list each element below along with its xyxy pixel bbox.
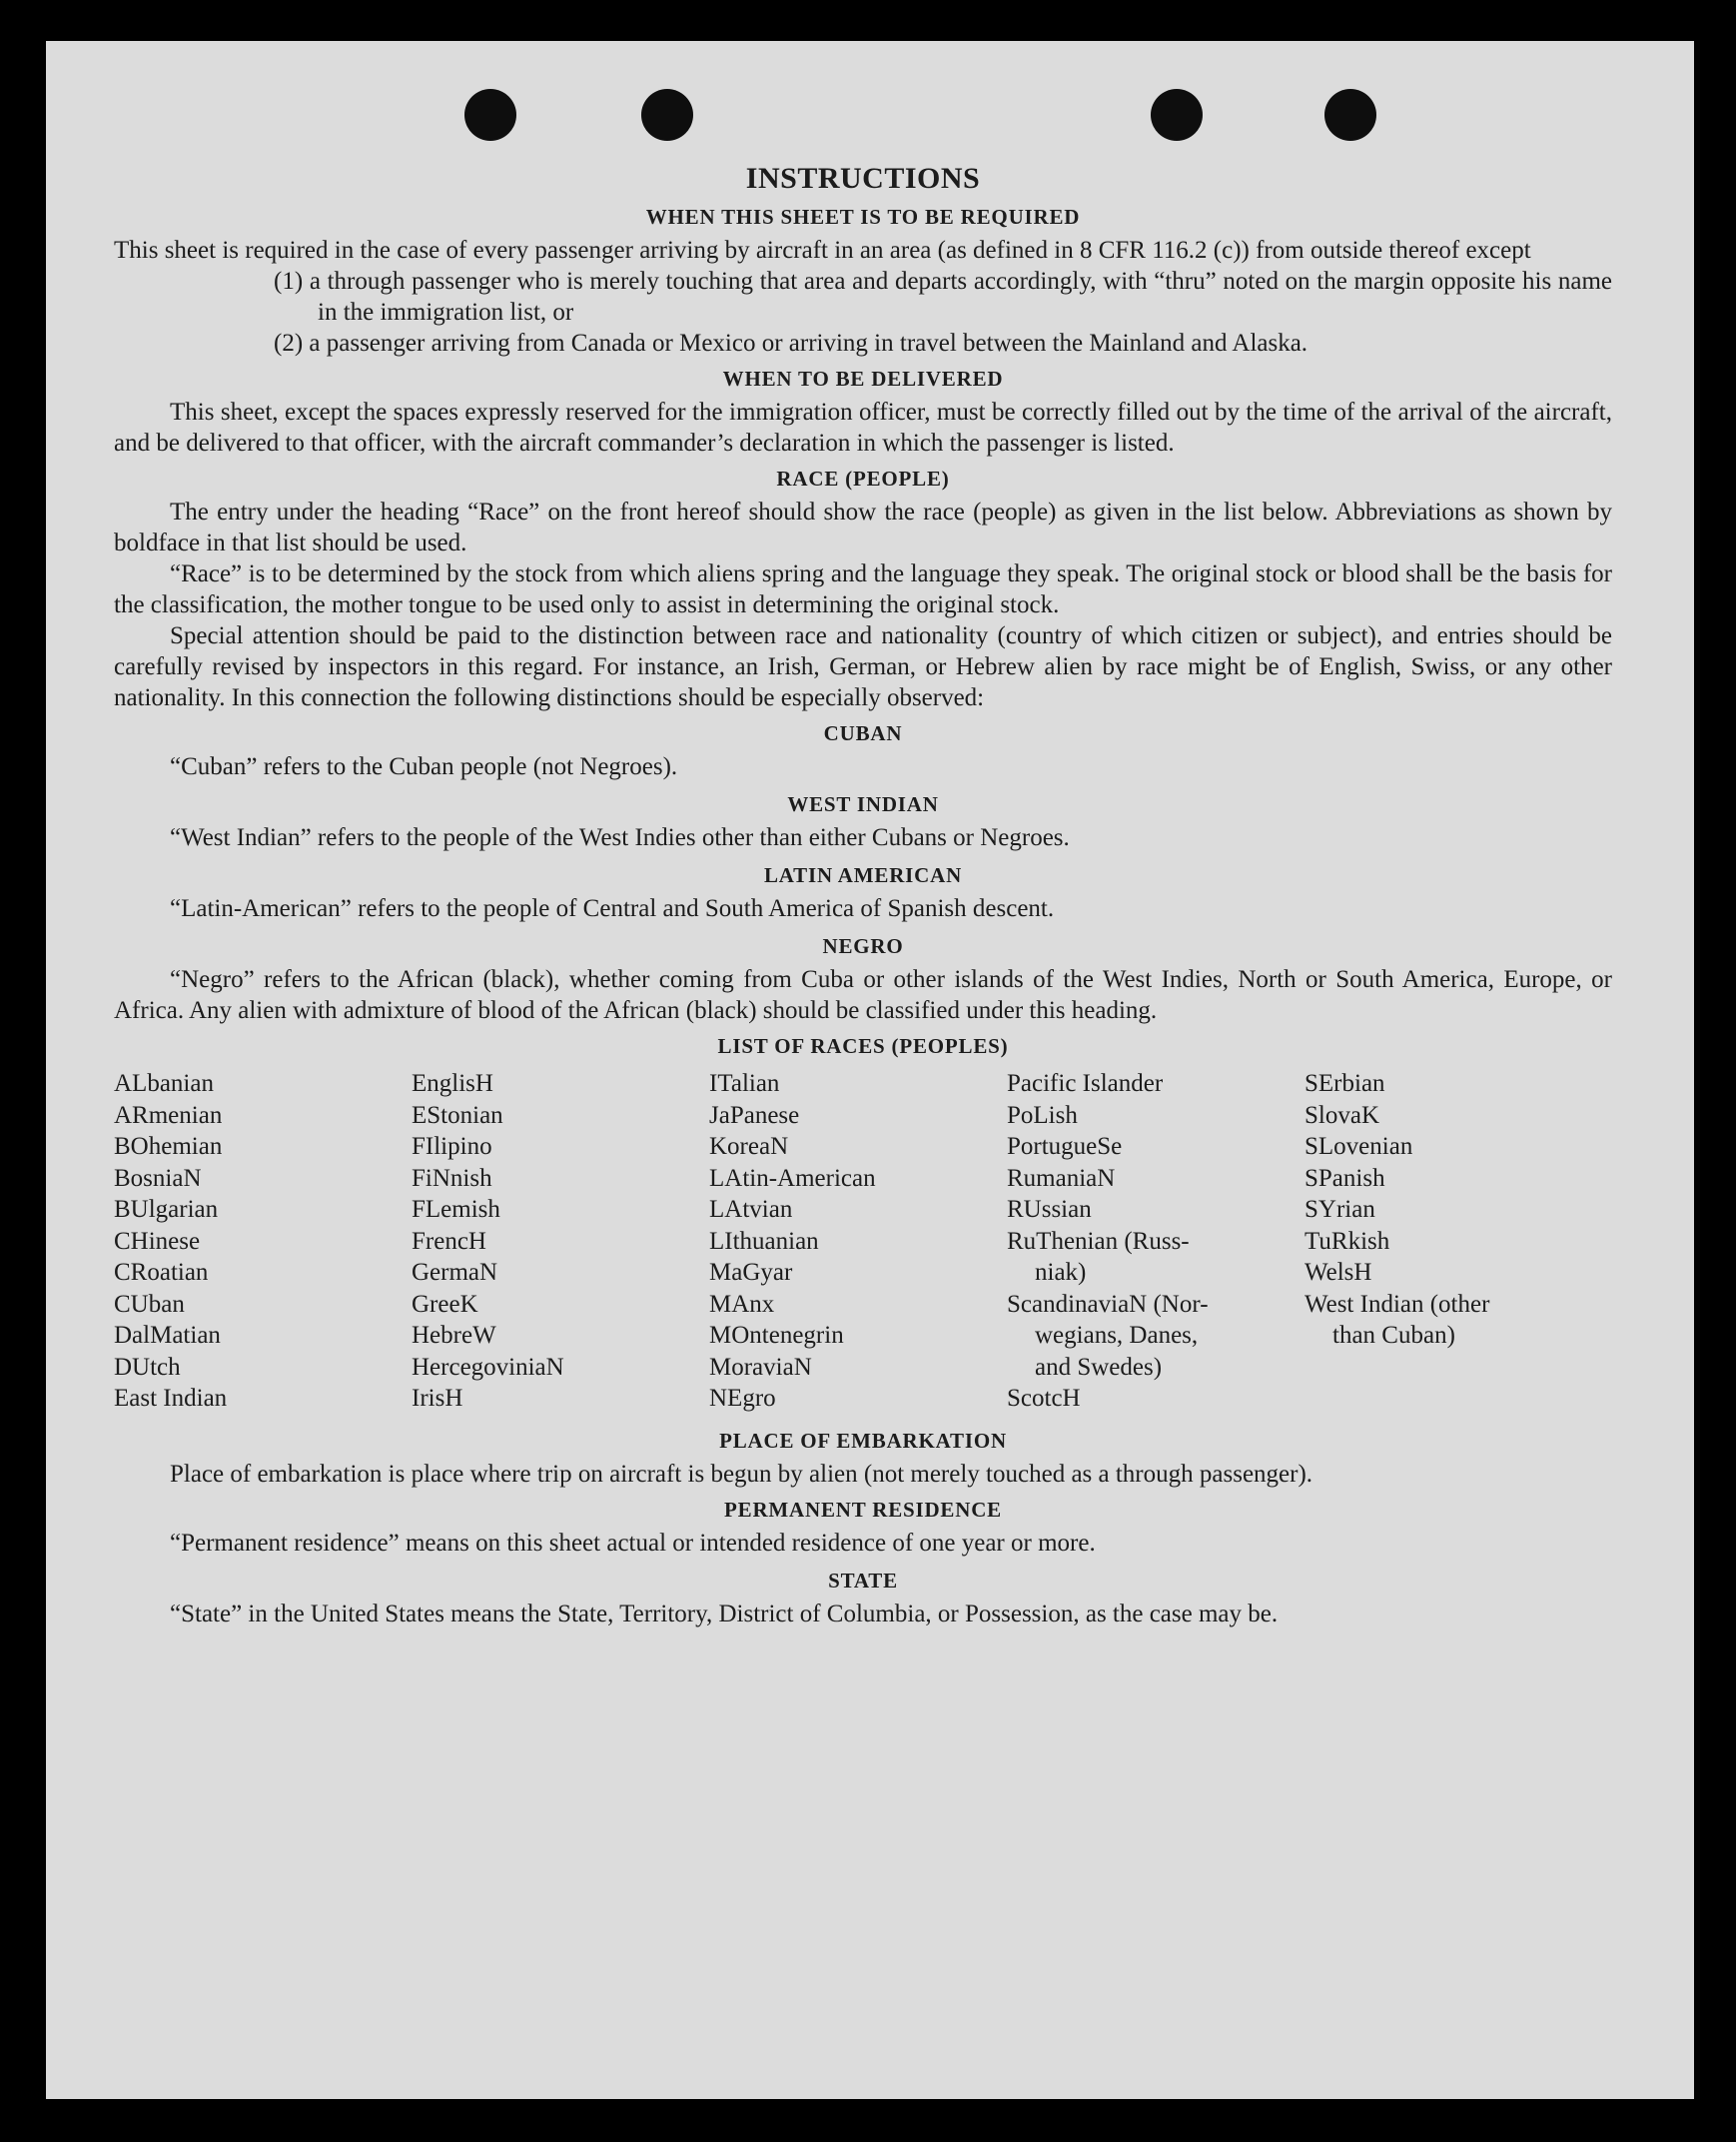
document-sheet [46, 41, 1694, 2099]
punch-hole-1 [464, 89, 516, 141]
section-heading: RACE (PEOPLE) [776, 467, 950, 491]
race-entry: West Indian (other [1304, 1290, 1490, 1318]
race-entry: DUtch [114, 1353, 181, 1381]
race-entry: SLovenian [1304, 1133, 1413, 1160]
section-heading: CUBAN [823, 721, 903, 745]
race-entry: BUlgarian [114, 1196, 219, 1223]
instructions-body [114, 161, 1612, 1629]
race-entry: BosniaN [114, 1164, 202, 1192]
race-entry: RUssian [1007, 1196, 1092, 1223]
race-entry: MOntenegrin [709, 1322, 844, 1349]
race-entry: JaPanese [709, 1101, 800, 1129]
races-column [1304, 1068, 1602, 1415]
race-entry: Pacific Islander [1007, 1070, 1164, 1097]
race-entry: BOhemian [114, 1133, 223, 1160]
race-entry: TuRkish [1304, 1227, 1390, 1255]
section-paragraph: This sheet is required in the case of every passenger arriving by aircraft in an area (as defined in 8 CFR 116.2 (c)) from outside thereof except [114, 237, 1531, 264]
race-entry: PoLish [1007, 1101, 1078, 1129]
race-entry: DalMatian [114, 1322, 221, 1349]
race-entry: CUban [114, 1290, 185, 1318]
section-paragraph: “State” in the United States means the State, Territory, District of Columbia, or Possession, as the case may be. [170, 1600, 1279, 1627]
races-column [709, 1068, 1007, 1415]
race-entry: SYrian [1304, 1196, 1375, 1223]
race-entry: CHinese [114, 1227, 201, 1255]
race-entry: WelsH [1304, 1259, 1372, 1286]
race-entry: than Cuban) [1332, 1322, 1455, 1349]
race-entry: EnglisH [412, 1070, 493, 1097]
races-column [1007, 1068, 1304, 1415]
section-paragraph: This sheet, except the spaces expressly reserved for the immigration officer, must be correctly filled out by the time of the arrival of the aircraft, and be delivered to that officer, with the aircraft commander’s declaration in which the passenger is listed. [114, 399, 1612, 457]
section-heading: WEST INDIAN [787, 792, 939, 816]
race-entry: RumaniaN [1007, 1164, 1116, 1192]
race-entry: MaGyar [709, 1259, 793, 1286]
race-entry: EStonian [412, 1101, 503, 1129]
punch-hole-4 [1324, 89, 1376, 141]
race-entry: ITalian [709, 1070, 780, 1097]
section-heading: LATIN AMERICAN [763, 863, 963, 887]
section-paragraph: “Permanent residence” means on this sheet actual or intended residence of one year or more. [170, 1529, 1096, 1557]
race-entry: FiNnish [412, 1164, 492, 1192]
punch-hole-2 [641, 89, 693, 141]
section-paragraph: Special attention should be paid to the distinction between race and nationality (country of which citizen or subject), and entries should be carefully revised by inspectors in this regard. For instance, an Irish, German, or Hebrew alien by race might be of English, Swiss, or any other nationality. In this connection the following distinctions should be especially observed: [114, 622, 1612, 711]
race-entry: niak) [1035, 1259, 1087, 1286]
section-heading: NEGRO [822, 934, 904, 958]
race-entry: and Swedes) [1035, 1353, 1163, 1381]
race-entry: SErbian [1304, 1070, 1385, 1097]
race-entry: GermaN [412, 1259, 498, 1286]
section-heading: PERMANENT RESIDENCE [724, 1497, 1002, 1522]
race-entry: KoreaN [709, 1133, 789, 1160]
race-entry: East Indian [114, 1385, 228, 1412]
race-entry: RuThenian (Russ- [1007, 1227, 1190, 1255]
race-entry: ALbanian [114, 1070, 214, 1097]
section-paragraph: “Latin-American” refers to the people of Central and South America of Spanish descent. [170, 895, 1055, 922]
race-entry: HercegoviniaN [412, 1353, 564, 1381]
page-title: INSTRUCTIONS [745, 162, 981, 195]
punch-hole-3 [1151, 89, 1203, 141]
race-entry: GreeK [412, 1290, 478, 1318]
race-entry: SlovaK [1304, 1101, 1379, 1129]
race-entry: IrisH [412, 1385, 463, 1412]
section-heading: STATE [828, 1568, 898, 1593]
exception-item: (2) a passenger arriving from Canada or Mexico or arriving in travel between the Mainland and Alaska. [274, 330, 1308, 357]
section-paragraph: “Negro” refers to the African (black), whether coming from Cuba or other islands of the West Indies, North or South America, Europe, or Africa. Any alien with admixture of blood of the African (black) should be classified under this heading. [114, 966, 1612, 1024]
race-entry: HebreW [412, 1322, 496, 1349]
race-entry: wegians, Danes, [1035, 1322, 1199, 1349]
race-entry: ScandinaviaN (Nor- [1007, 1290, 1209, 1318]
race-entry: FIlipino [412, 1133, 492, 1160]
section-paragraph: “Cuban” refers to the Cuban people (not Negroes). [170, 753, 678, 780]
section-heading: WHEN TO BE DELIVERED [722, 367, 1004, 391]
race-entry: CRoatian [114, 1259, 209, 1286]
races-column [412, 1068, 709, 1415]
section-heading: WHEN THIS SHEET IS TO BE REQUIRED [645, 205, 1081, 229]
race-entry: MoraviaN [709, 1353, 812, 1381]
section-heading: PLACE OF EMBARKATION [719, 1428, 1007, 1453]
section-paragraph: The entry under the heading “Race” on the front hereof should show the race (people) as given in the list below. Abbreviations as shown by boldface in that list should be used. [114, 499, 1612, 556]
race-entry: PortugueSe [1007, 1133, 1123, 1160]
races-table [114, 1068, 1612, 1415]
race-entry: FLemish [412, 1196, 500, 1223]
exception-item: (1) a through passenger who is merely touching that area and departs accordingly, with “thru” noted on the margin opposite his name in the immigration list, or [274, 268, 1612, 326]
race-entry: ScotcH [1007, 1385, 1081, 1412]
races-column [114, 1068, 412, 1415]
races-heading: LIST OF RACES (PEOPLES) [717, 1034, 1009, 1058]
section-paragraph: “West Indian” refers to the people of the West Indies other than either Cubans or Negroes. [170, 824, 1070, 851]
section-paragraph: Place of embarkation is place where trip on aircraft is begun by alien (not merely touched as a through passenger). [170, 1460, 1313, 1488]
section-paragraph: “Race” is to be determined by the stock from which aliens spring and the language they speak. The original stock or blood shall be the basis for the classification, the mother tongue to be used only to assist in determining the original stock. [114, 560, 1612, 618]
race-entry: LAtvian [709, 1196, 793, 1223]
race-entry: FrencH [412, 1227, 486, 1255]
race-entry: MAnx [709, 1290, 775, 1318]
race-entry: SPanish [1304, 1164, 1385, 1192]
race-entry: LAtin-American [709, 1164, 876, 1192]
race-entry: LIthuanian [709, 1227, 819, 1255]
race-entry: ARmenian [114, 1101, 223, 1129]
race-entry: NEgro [709, 1385, 776, 1412]
